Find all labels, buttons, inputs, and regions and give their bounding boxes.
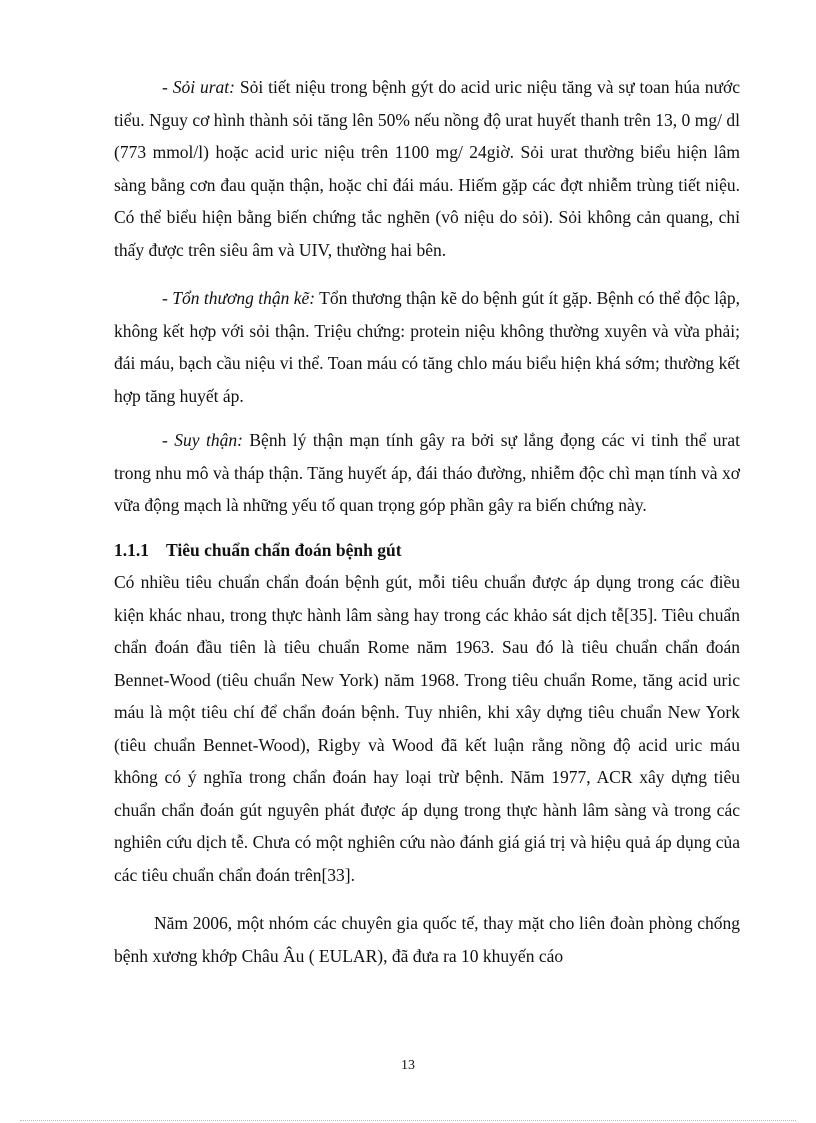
- section-number: 1.1.1: [114, 539, 149, 560]
- paragraph-diagnostic-criteria: Có nhiều tiêu chuẩn chẩn đoán bệnh gút, mỗi tiêu chuẩn được áp dụng trong các điều kiện khác nhau, trong thực hành lâm sàng hay trong các khảo sát dịch tễ[35]. Tiêu chuẩn chẩn đoán đầu tiên là tiêu chuẩn Rome năm 1963. Sau đó là tiêu chuẩn chẩn đoán Bennet-Wood (tiêu chuẩn New York) năm 1968. Trong tiêu chuẩn Rome, tăng acid uric máu là một tiêu chí để chẩn đoán bệnh. Tuy nhiên, khi xây dựng tiêu chuẩn New York (tiêu chuẩn Bennet-Wood), Rigby và Wood đã kết luận rằng nồng độ acid uric máu không có ý nghĩa trong chẩn đoán hay loại trừ bệnh. Năm 1977, ACR xây dựng tiêu chuẩn chẩn đoán gút nguyên phát được áp dụng trong thực hành lâm sàng và trong các nghiên cứu dịch tễ. Chưa có một nghiên cứu nào đánh giá giá trị và hiệu quả áp dụng của các tiêu chuẩn chẩn đoán trên[33].: [114, 572, 740, 885]
- paragraph-interstitial-nephropathy: [114, 282, 740, 412]
- paragraph-lead-interstitial-nephropathy: - Tổn thương thận kẽ:: [162, 288, 316, 308]
- page-bottom-divider: [20, 1120, 796, 1121]
- paragraph-lead-renal-failure: - Suy thận:: [162, 430, 243, 450]
- paragraph-eular-recommendations: Năm 2006, một nhóm các chuyên gia quốc tế, thay mặt cho liên đoàn phòng chống bệnh xương khớp Châu Âu ( EULAR), đã đưa ra 10 khuyến cáo: [114, 913, 740, 966]
- section-title: Tiêu chuẩn chẩn đoán bệnh gút: [166, 539, 402, 560]
- paragraph-renal-failure: [114, 424, 740, 522]
- page-content: [114, 71, 740, 972]
- paragraph-lead-urate-stones: - Sỏi urat:: [162, 77, 235, 97]
- page-number: 13: [401, 1058, 415, 1073]
- section-heading: [114, 534, 740, 567]
- paragraph-urate-stones: [114, 71, 740, 266]
- paragraph-text-renal-failure: Bệnh lý thận mạn tính gây ra bởi sự lắng đọng các vi tinh thể urat trong nhu mô và tháp thận. Tăng huyết áp, đái tháo đường, nhiễm độc chì mạn tính và xơ vữa động mạch là những yếu tố quan trọng góp phần gây ra biến chứng này.: [114, 430, 740, 515]
- paragraph-text-interstitial-nephropathy: Tổn thương thận kẽ do bệnh gút ít gặp. Bệnh có thể độc lập, không kết hợp với sỏi thận. Triệu chứng: protein niệu không thường xuyên và vừa phải; đái máu, bạch cầu niệu vi thể. Toan máu có tăng chlo máu biểu hiện khá sớm; thường kết hợp tăng huyết áp.: [114, 288, 741, 406]
- paragraph-text-urate-stones: Sỏi tiết niệu trong bệnh gýt do acid uric niệu tăng và sự toan húa nước tiểu. Nguy cơ hình thành sỏi tăng lên 50% nếu nồng độ urat huyết thanh trên 13, 0 mg/ dl (773 mmol/l) hoặc acid uric niệu trên 1100 mg/ 24giờ. Sỏi urat thường biểu hiện lâm sàng bằng cơn đau quặn thận, hoặc chỉ đái máu. Hiếm gặp các đợt nhiễm trùng tiết niệu. Có thể biểu hiện bằng biến chứng tắc nghẽn (vô niệu do sỏi). Sỏi không cản quang, chỉ thấy được trên siêu âm và UIV, thường hai bên.: [114, 77, 740, 260]
